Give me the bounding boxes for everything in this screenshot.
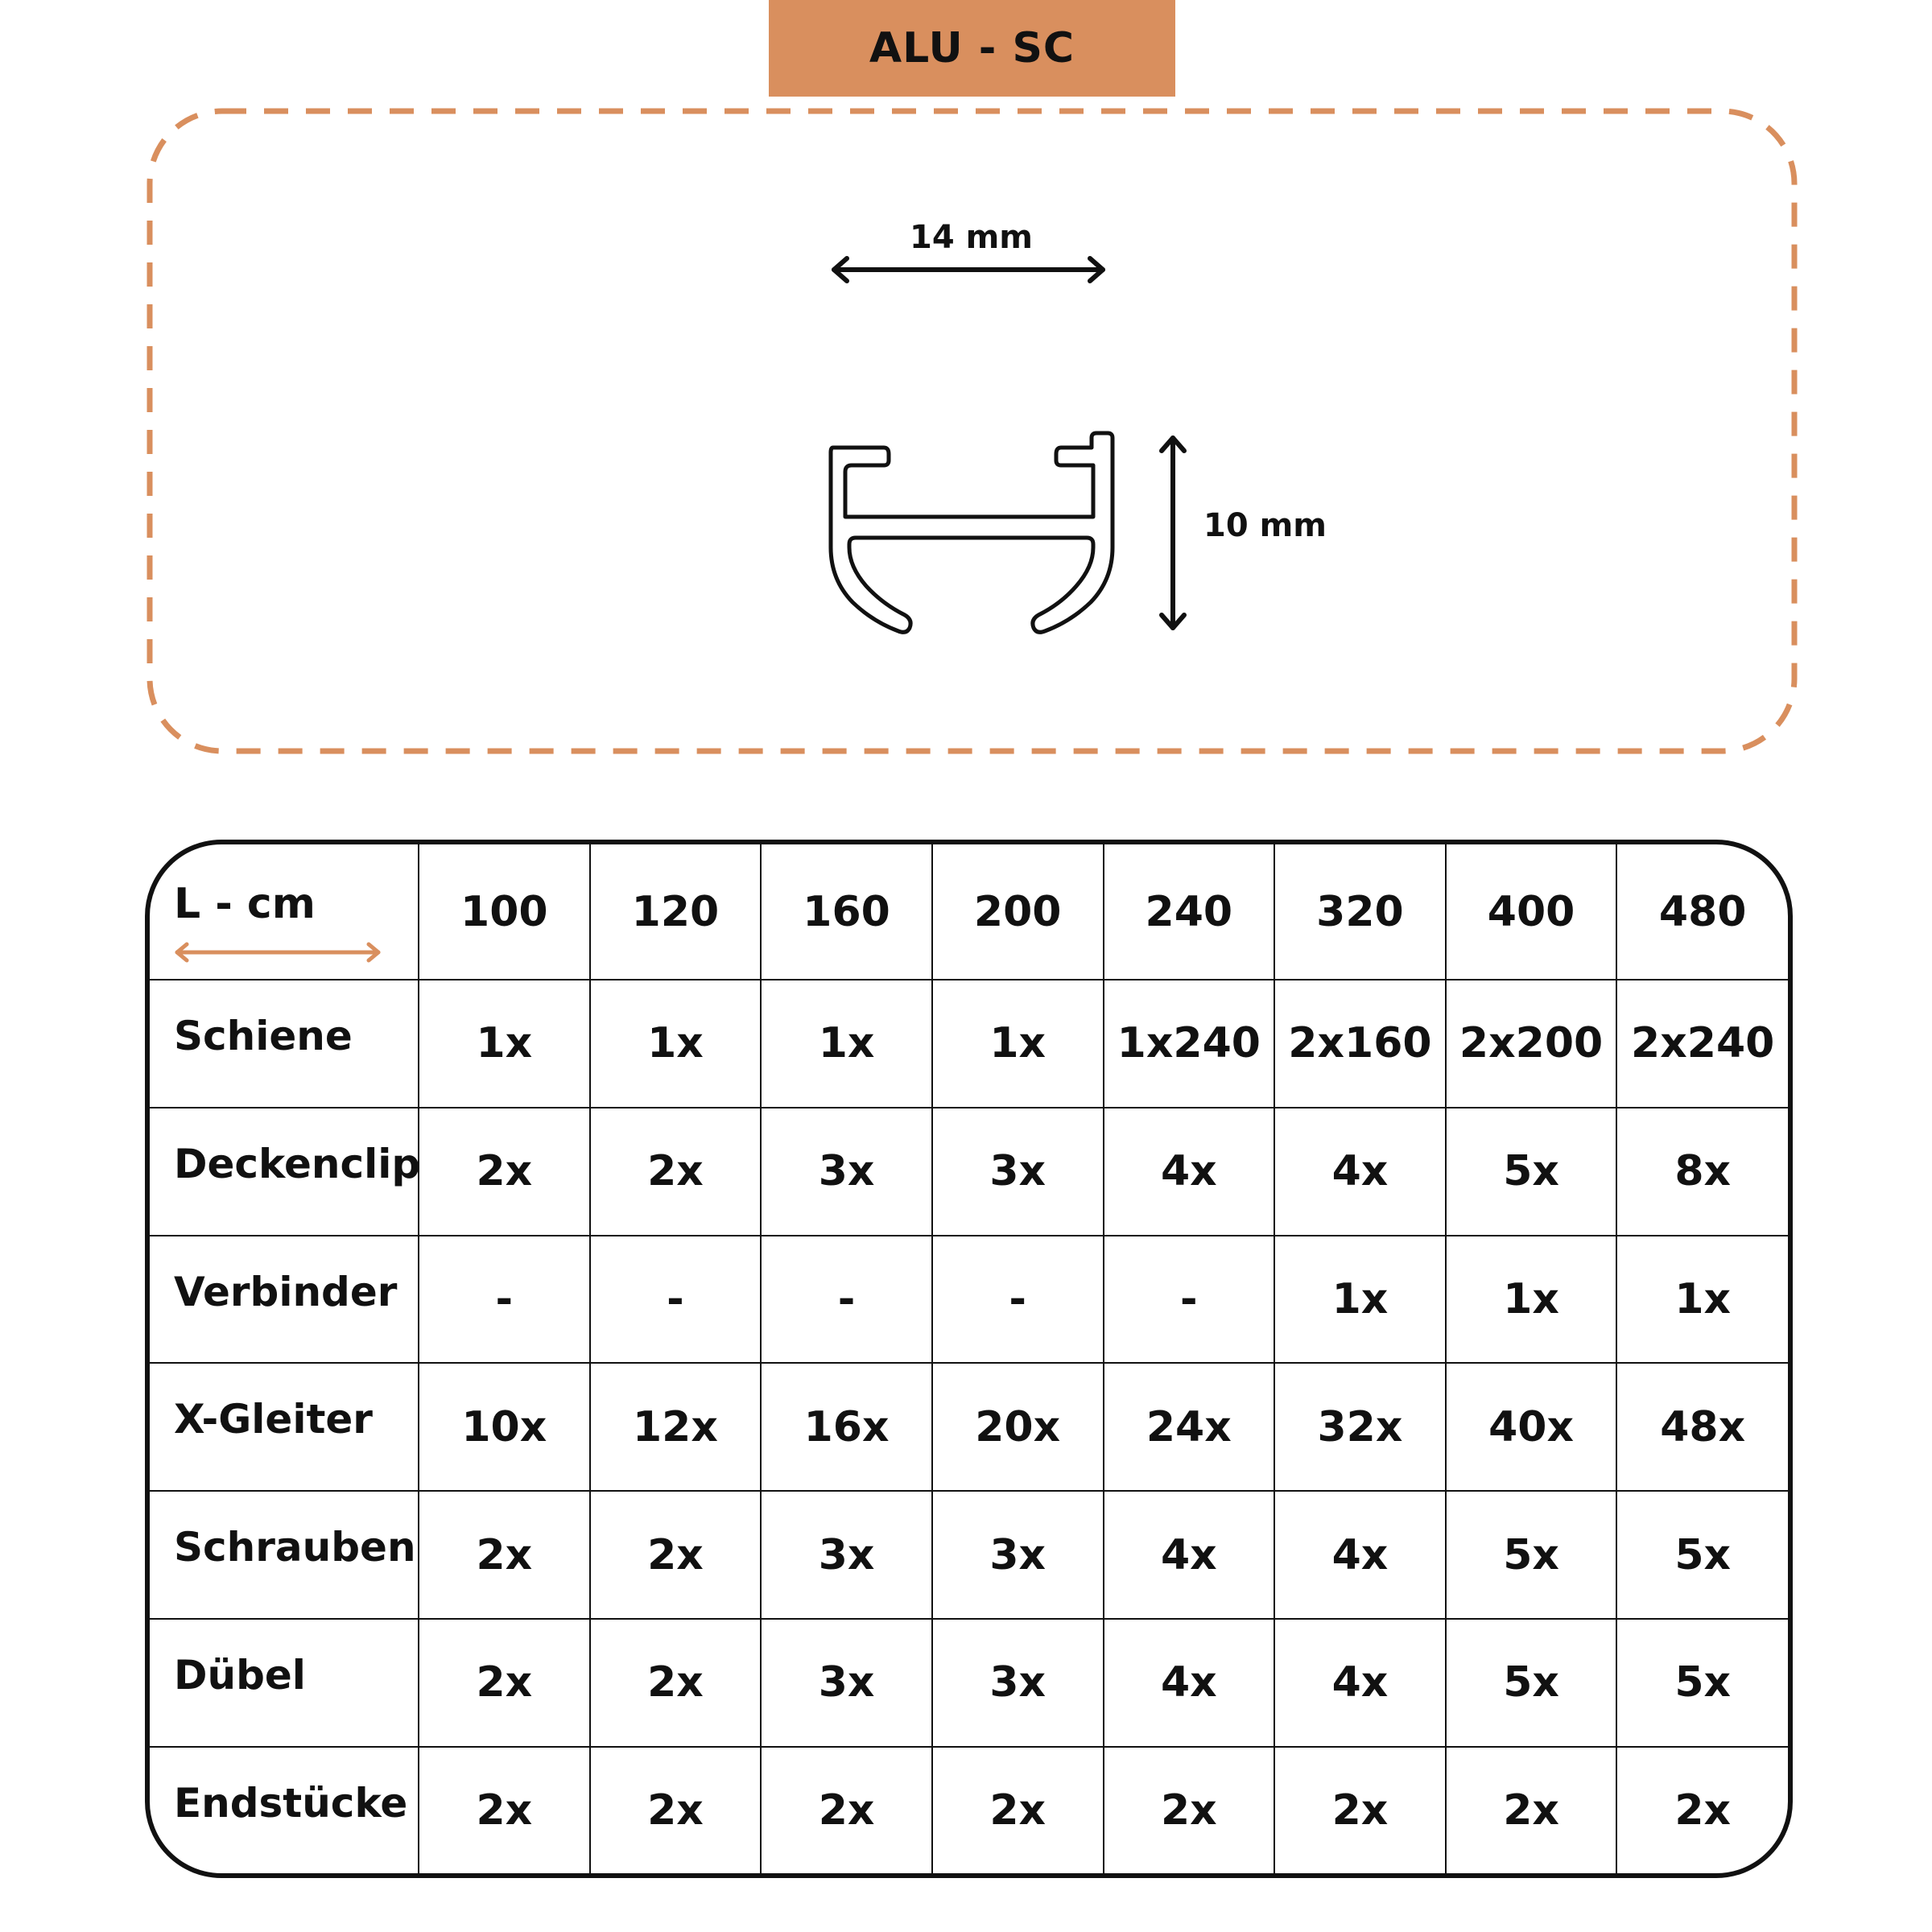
table-cell: 1x — [761, 980, 932, 1108]
length-col-header: 120 — [590, 844, 762, 980]
spec-table — [150, 844, 1788, 1873]
table-cell: 2x240 — [1616, 980, 1788, 1108]
table-cell: 12x — [590, 1363, 762, 1491]
table-cell: 1x — [1446, 1236, 1617, 1364]
length-col-header: 480 — [1616, 844, 1788, 980]
table-cell: 2x — [590, 1108, 762, 1236]
page-title: ALU - SC — [869, 24, 1075, 72]
table-cell: 16x — [761, 1363, 932, 1491]
table-row — [150, 1619, 1788, 1747]
table-cell: - — [1104, 1236, 1275, 1364]
table-cell: - — [590, 1236, 762, 1364]
table-cell: 2x — [1616, 1747, 1788, 1873]
length-header-cell — [150, 844, 419, 980]
width-dimension-arrow — [834, 258, 1103, 281]
table-cell: 2x — [419, 1491, 590, 1619]
table-cell: 2x — [1446, 1747, 1617, 1873]
table-cell: 24x — [1104, 1363, 1275, 1491]
table-cell: 1x — [590, 980, 762, 1108]
table-cell: 5x — [1616, 1491, 1788, 1619]
table-cell: - — [932, 1236, 1104, 1364]
table-header-row — [150, 844, 1788, 980]
table-cell: 4x — [1274, 1491, 1446, 1619]
table-cell: 3x — [932, 1491, 1104, 1619]
table-cell: 40x — [1446, 1363, 1617, 1491]
table-cell: 2x — [1104, 1747, 1275, 1873]
table-cell: 2x — [419, 1619, 590, 1747]
table-cell: 4x — [1104, 1108, 1275, 1236]
row-label-deckenclip: Deckenclip — [150, 1108, 419, 1236]
table-cell: 3x — [761, 1108, 932, 1236]
table-cell: 5x — [1446, 1491, 1617, 1619]
height-dimension-arrow — [1162, 438, 1184, 628]
table-cell: 10x — [419, 1363, 590, 1491]
table-cell: 3x — [932, 1619, 1104, 1747]
table-cell: 2x200 — [1446, 980, 1617, 1108]
length-arrow-icon — [174, 940, 383, 964]
table-cell: - — [761, 1236, 932, 1364]
table-row — [150, 980, 1788, 1108]
table-cell: 3x — [761, 1491, 932, 1619]
table-cell: 2x — [419, 1747, 590, 1873]
table-cell: 2x — [932, 1747, 1104, 1873]
row-label-x-gleiter: X-Gleiter — [150, 1363, 419, 1491]
table-cell: 5x — [1446, 1619, 1617, 1747]
table-row — [150, 1236, 1788, 1364]
height-label: 10 mm — [1203, 507, 1327, 544]
table-cell: 48x — [1616, 1363, 1788, 1491]
table-cell: 5x — [1446, 1108, 1617, 1236]
width-label: 14 mm — [910, 219, 1033, 256]
table-row — [150, 1363, 1788, 1491]
row-label-verbinder: Verbinder — [150, 1236, 419, 1364]
table-cell: 32x — [1274, 1363, 1446, 1491]
length-col-header: 240 — [1104, 844, 1275, 980]
table-row — [150, 1108, 1788, 1236]
table-row — [150, 1491, 1788, 1619]
dashed-frame — [150, 111, 1794, 751]
table-cell: 3x — [761, 1619, 932, 1747]
table-cell: 2x — [590, 1619, 762, 1747]
length-header-label: L - cm — [174, 879, 316, 928]
length-col-header: 400 — [1446, 844, 1617, 980]
table-cell: 2x — [1274, 1747, 1446, 1873]
table-row — [150, 1747, 1788, 1873]
table-cell: 20x — [932, 1363, 1104, 1491]
table-cell: 8x — [1616, 1108, 1788, 1236]
row-label-endstuecke: Endstücke — [150, 1747, 419, 1873]
row-label-schrauben: Schrauben — [150, 1491, 419, 1619]
table-cell: - — [419, 1236, 590, 1364]
table-cell: 1x — [1274, 1236, 1446, 1364]
rail-profile-shape — [831, 433, 1113, 632]
length-col-header: 320 — [1274, 844, 1446, 980]
table-cell: 2x — [419, 1108, 590, 1236]
table-cell: 1x240 — [1104, 980, 1275, 1108]
table-cell: 2x — [590, 1747, 762, 1873]
row-label-duebel: Dübel — [150, 1619, 419, 1747]
length-col-header: 100 — [419, 844, 590, 980]
length-col-header: 200 — [932, 844, 1104, 980]
table-cell: 4x — [1274, 1108, 1446, 1236]
spec-table-frame — [145, 840, 1793, 1878]
table-cell: 1x — [1616, 1236, 1788, 1364]
table-cell: 4x — [1274, 1619, 1446, 1747]
table-cell: 2x160 — [1274, 980, 1446, 1108]
table-cell: 2x — [590, 1491, 762, 1619]
table-cell: 3x — [932, 1108, 1104, 1236]
length-col-header: 160 — [761, 844, 932, 980]
table-cell: 4x — [1104, 1491, 1275, 1619]
row-label-schiene: Schiene — [150, 980, 419, 1108]
table-cell: 5x — [1616, 1619, 1788, 1747]
table-cell: 1x — [419, 980, 590, 1108]
table-cell: 2x — [761, 1747, 932, 1873]
table-cell: 1x — [932, 980, 1104, 1108]
table-cell: 4x — [1104, 1619, 1275, 1747]
